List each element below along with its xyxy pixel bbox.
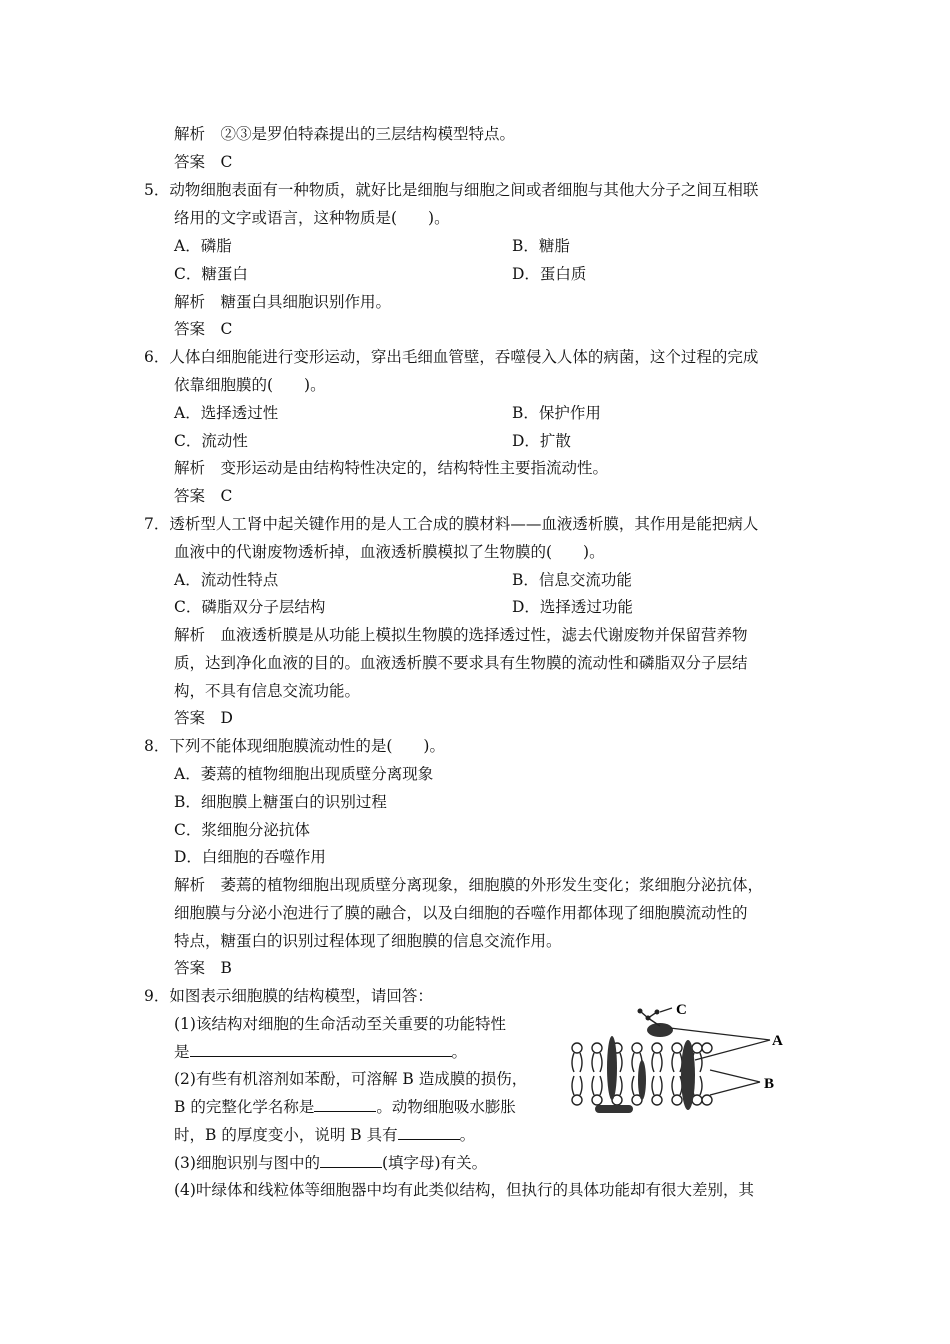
question-7-stem-cont: 血液中的代谢废物透析掉，血液透析膜模拟了生物膜的( )。 (174, 543, 605, 561)
question-7-option-d: D．选择透过功能 (512, 598, 633, 616)
question-7-stem: 7．透析型人工肾中起关键作用的是人工合成的膜材料——血液透析膜，其作用是能把病人 (144, 515, 759, 533)
label-a: A (772, 1033, 783, 1049)
question-5-analysis: 解析 糖蛋白具细胞识别作用。 (174, 293, 392, 311)
question-6-stem: 6．人体白细胞能进行变形运动，穿出毛细血管壁，吞噬侵入人体的病菌，这个过程的完成 (144, 348, 759, 366)
question-9-stem: 9．如图表示细胞膜的结构模型，请回答： (144, 987, 433, 1005)
question-5-option-d: D．蛋白质 (512, 265, 587, 283)
question-8-analysis-3: 特点，糖蛋白的识别过程体现了细胞膜的信息交流作用。 (174, 932, 562, 950)
answer-blank[interactable] (398, 1125, 460, 1140)
question-5-option-a: A．磷脂 (174, 237, 232, 255)
question-9-part-2: (2)有些有机溶剂如苯酚，可溶解 B 造成膜的损伤， (174, 1070, 528, 1088)
question-9-part-2-line-3: 时，B 的厚度变小，说明 B 具有 。 (174, 1126, 476, 1144)
analysis-text: 解析 ②③是罗伯特森提出的三层结构模型特点。 (174, 125, 516, 143)
answer-blank[interactable] (190, 1042, 452, 1057)
label-b: B (764, 1076, 775, 1092)
question-8-option-d: D．白细胞的吞噬作用 (174, 848, 326, 866)
question-6-option-c: C．流动性 (174, 432, 248, 450)
question-6-analysis: 解析 变形运动是由结构特性决定的，结构特性主要指流动性。 (174, 459, 609, 477)
question-7-analysis-1: 解析 血液透析膜是从功能上模拟生物膜的选择透过性，滤去代谢废物并保留营养物 (174, 626, 748, 644)
question-5-stem-cont: 络用的文字或语言，这种物质是( )。 (174, 209, 450, 227)
question-8-answer: 答案 B (174, 959, 232, 977)
label-c: C (676, 1002, 687, 1018)
question-6-option-a: A．选择透过性 (174, 404, 279, 422)
question-9-part-3: (3)细胞识别与图中的 (填字母)有关。 (174, 1154, 488, 1172)
question-5-answer: 答案 C (174, 320, 233, 338)
question-6-stem-cont: 依靠细胞膜的( )。 (174, 376, 326, 394)
answer-blank[interactable] (320, 1153, 382, 1168)
question-6-option-d: D．扩散 (512, 432, 571, 450)
question-6-option-b: B．保护作用 (512, 404, 601, 422)
question-7-option-c: C．磷脂双分子层结构 (174, 598, 326, 616)
question-9-part-2-line-2: B 的完整化学名称是 。动物细胞吸水膨胀 (174, 1098, 516, 1116)
question-5-stem: 5．动物细胞表面有一种物质，就好比是细胞与细胞之间或者细胞与其他大分子之间互相联 (144, 181, 759, 199)
question-8-option-c: C．浆细胞分泌抗体 (174, 821, 310, 839)
answer-blank[interactable] (314, 1097, 376, 1112)
question-7-analysis-3: 构，不具有信息交流功能。 (174, 682, 361, 700)
glycoprotein-chain (638, 1009, 661, 1027)
answer-text: 答案 C (174, 153, 233, 171)
question-8-option-b: B．细胞膜上糖蛋白的识别过程 (174, 793, 387, 811)
question-7-analysis-2: 质，达到净化血液的目的。血液透析膜不要求具有生物膜的流动性和磷脂双分子层结 (174, 654, 748, 672)
question-6-answer: 答案 C (174, 487, 233, 505)
question-9-part-4: (4)叶绿体和线粒体等细胞器中均有此类似结构，但执行的具体功能却有很大差别，其 (174, 1181, 754, 1199)
question-7-option-b: B．信息交流功能 (512, 571, 632, 589)
question-7-option-a: A．流动性特点 (174, 571, 279, 589)
question-5-option-c: C．糖蛋白 (174, 265, 248, 283)
question-9-part-1: (1)该结构对细胞的生命活动至关重要的功能特性 (174, 1015, 506, 1033)
question-7-answer: 答案 D (174, 709, 233, 727)
question-8-analysis-1: 解析 萎蔫的植物细胞出现质壁分离现象，细胞膜的外形发生变化；浆细胞分泌抗体， (174, 876, 764, 894)
question-8-stem: 8．下列不能体现细胞膜流动性的是( )。 (144, 737, 445, 755)
question-9-part-1-blank-line: 是 。 (174, 1043, 468, 1061)
question-8-option-a: A．萎蔫的植物细胞出现质壁分离现象 (174, 765, 434, 783)
question-5-option-b: B．糖脂 (512, 237, 570, 255)
cell-membrane-diagram (560, 1000, 800, 1125)
question-8-analysis-2: 细胞膜与分泌小泡进行了膜的融合，以及白细胞的吞噬作用都体现了细胞膜流动性的 (174, 904, 748, 922)
